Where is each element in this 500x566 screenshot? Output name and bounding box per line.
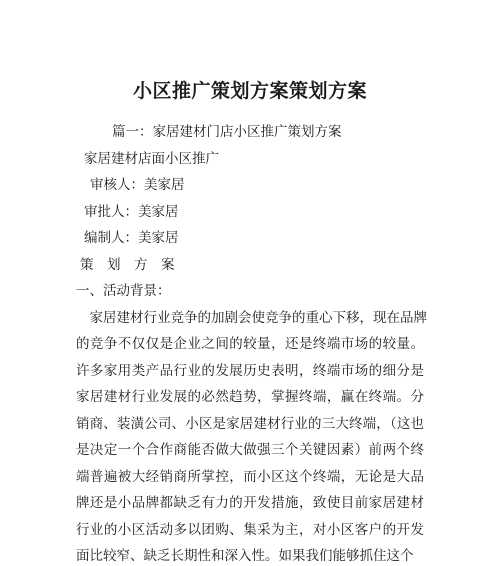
document-subtitle: 篇一：家居建材门店小区推广策划方案	[112, 124, 342, 140]
paragraph-line: 面比较窄、缺乏长期性和深入性。如果我们能够抓住这个	[76, 548, 414, 564]
meta-line-reviewer: 审核人：美家居	[90, 177, 185, 193]
paragraph-line: 家居建材行业竞争的加剧会使竞争的重心下移，现在品牌	[76, 310, 427, 326]
paragraph-line: 行业的小区活动多以团购、集采为主，对小区客户的开发	[76, 522, 424, 538]
paragraph-line: 是决定一个合作商能否做大做强三个关键因素）前两个终	[76, 442, 424, 458]
paragraph-line: 的竞争不仅仅是企业之间的较量，还是终端市场的较量。	[76, 336, 424, 352]
paragraph-line: 销商、装潢公司、小区是家居建材行业的三大终端，（这也	[76, 416, 424, 432]
meta-line-store-promo: 家居建材店面小区推广	[84, 151, 219, 167]
meta-line-plan-label: 策 划 方 案	[80, 257, 175, 273]
meta-line-approver: 审批人：美家居	[84, 204, 179, 220]
section-heading: 一、活动背景：	[76, 283, 171, 299]
meta-line-editor: 编制人：美家居	[84, 230, 179, 246]
paragraph-line: 许多家用类产品行业的发展历史表明，终端市场的细分是	[76, 363, 424, 379]
document-title: 小区推广策划方案策划方案	[132, 80, 367, 102]
paragraph-line: 端普遍被大经销商所掌控，而小区这个终端，无论是大品	[76, 469, 424, 485]
paragraph-line: 家居建材行业发展的必然趋势，掌握终端，赢在终端。分	[76, 389, 424, 405]
paragraph-line: 牌还是小品牌都缺乏有力的开发措施，致使目前家居建材	[76, 495, 424, 511]
